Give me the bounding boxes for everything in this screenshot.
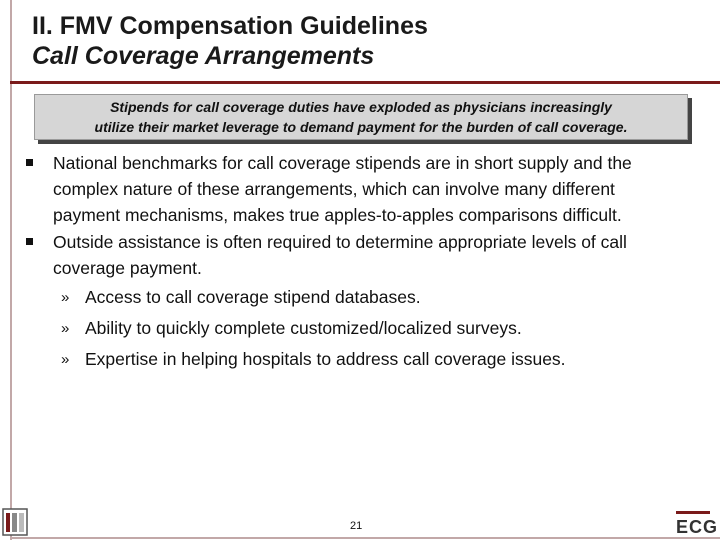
building-logo-icon — [2, 508, 28, 536]
bullet-2-line-1: Outside assistance is often required to determine appropriate levels of call — [53, 232, 627, 252]
sub-bullet-2: Ability to quickly complete customized/localized surveys. — [85, 318, 522, 338]
company-logo: ECG — [676, 517, 719, 537]
bullet-paragraph-1 — [53, 150, 632, 228]
bottom-border-rule — [10, 537, 720, 539]
bullet-paragraph-2 — [53, 229, 627, 281]
sub-bullet-marker: » — [61, 351, 70, 368]
callout-box — [34, 94, 688, 140]
bullet-square-icon — [26, 238, 33, 245]
page-title: II. FMV Compensation Guidelines — [32, 12, 428, 40]
sub-bullet-1: Access to call coverage stipend databases. — [85, 287, 421, 307]
bullet-1-line-2: complex nature of these arrangements, which can involve many different — [53, 179, 615, 199]
sub-bullet-marker: » — [61, 289, 70, 306]
bullet-1-line-3: payment mechanisms, makes true apples-to-apples comparisons difficult. — [53, 205, 622, 225]
callout-line-1: Stipends for call coverage duties have exploded as physicians increasingly — [110, 99, 612, 115]
title-divider — [10, 81, 720, 84]
logo-accent-rule — [676, 511, 710, 514]
callout-line-2: utilize their market leverage to demand payment for the burden of call coverage. — [94, 119, 628, 135]
sub-bullet-marker: » — [61, 320, 70, 337]
sub-bullet-3: Expertise in helping hospitals to address call coverage issues. — [85, 349, 566, 369]
bullet-2-line-2: coverage payment. — [53, 258, 202, 278]
bullet-1-line-1: National benchmarks for call coverage stipends are in short supply and the — [53, 153, 632, 173]
page-number: 21 — [350, 520, 363, 532]
page-subtitle: Call Coverage Arrangements — [32, 42, 375, 70]
bullet-square-icon — [26, 159, 33, 166]
